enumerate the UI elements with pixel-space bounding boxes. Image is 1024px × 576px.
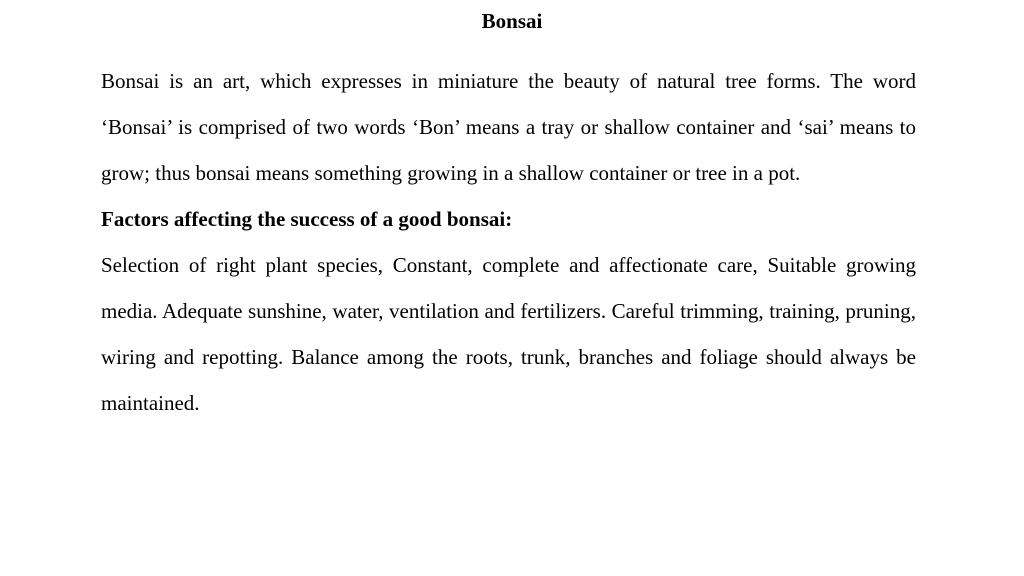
document-body [101, 58, 916, 426]
factors-paragraph: Selection of right plant species, Constant, complete and affectionate care, Suitable growing media. Adequate sunshine, water, ventilation and fertilizers. Careful trimming, training, pruning, wiring and repotting. Balance among the roots, trunk, branches and foliage should always be maintained. [101, 253, 916, 415]
page-title: Bonsai [481, 9, 543, 33]
intro-paragraph: Bonsai is an art, which expresses in miniature the beauty of natural tree forms. The word ‘Bonsai’ is comprised of two words ‘Bon’ means a tray or shallow container and ‘sai’ means to grow; thus bonsai means something growing in a shallow container or tree in a pot. [101, 69, 916, 185]
factors-heading: Factors affecting the success of a good bonsai: [101, 207, 513, 231]
